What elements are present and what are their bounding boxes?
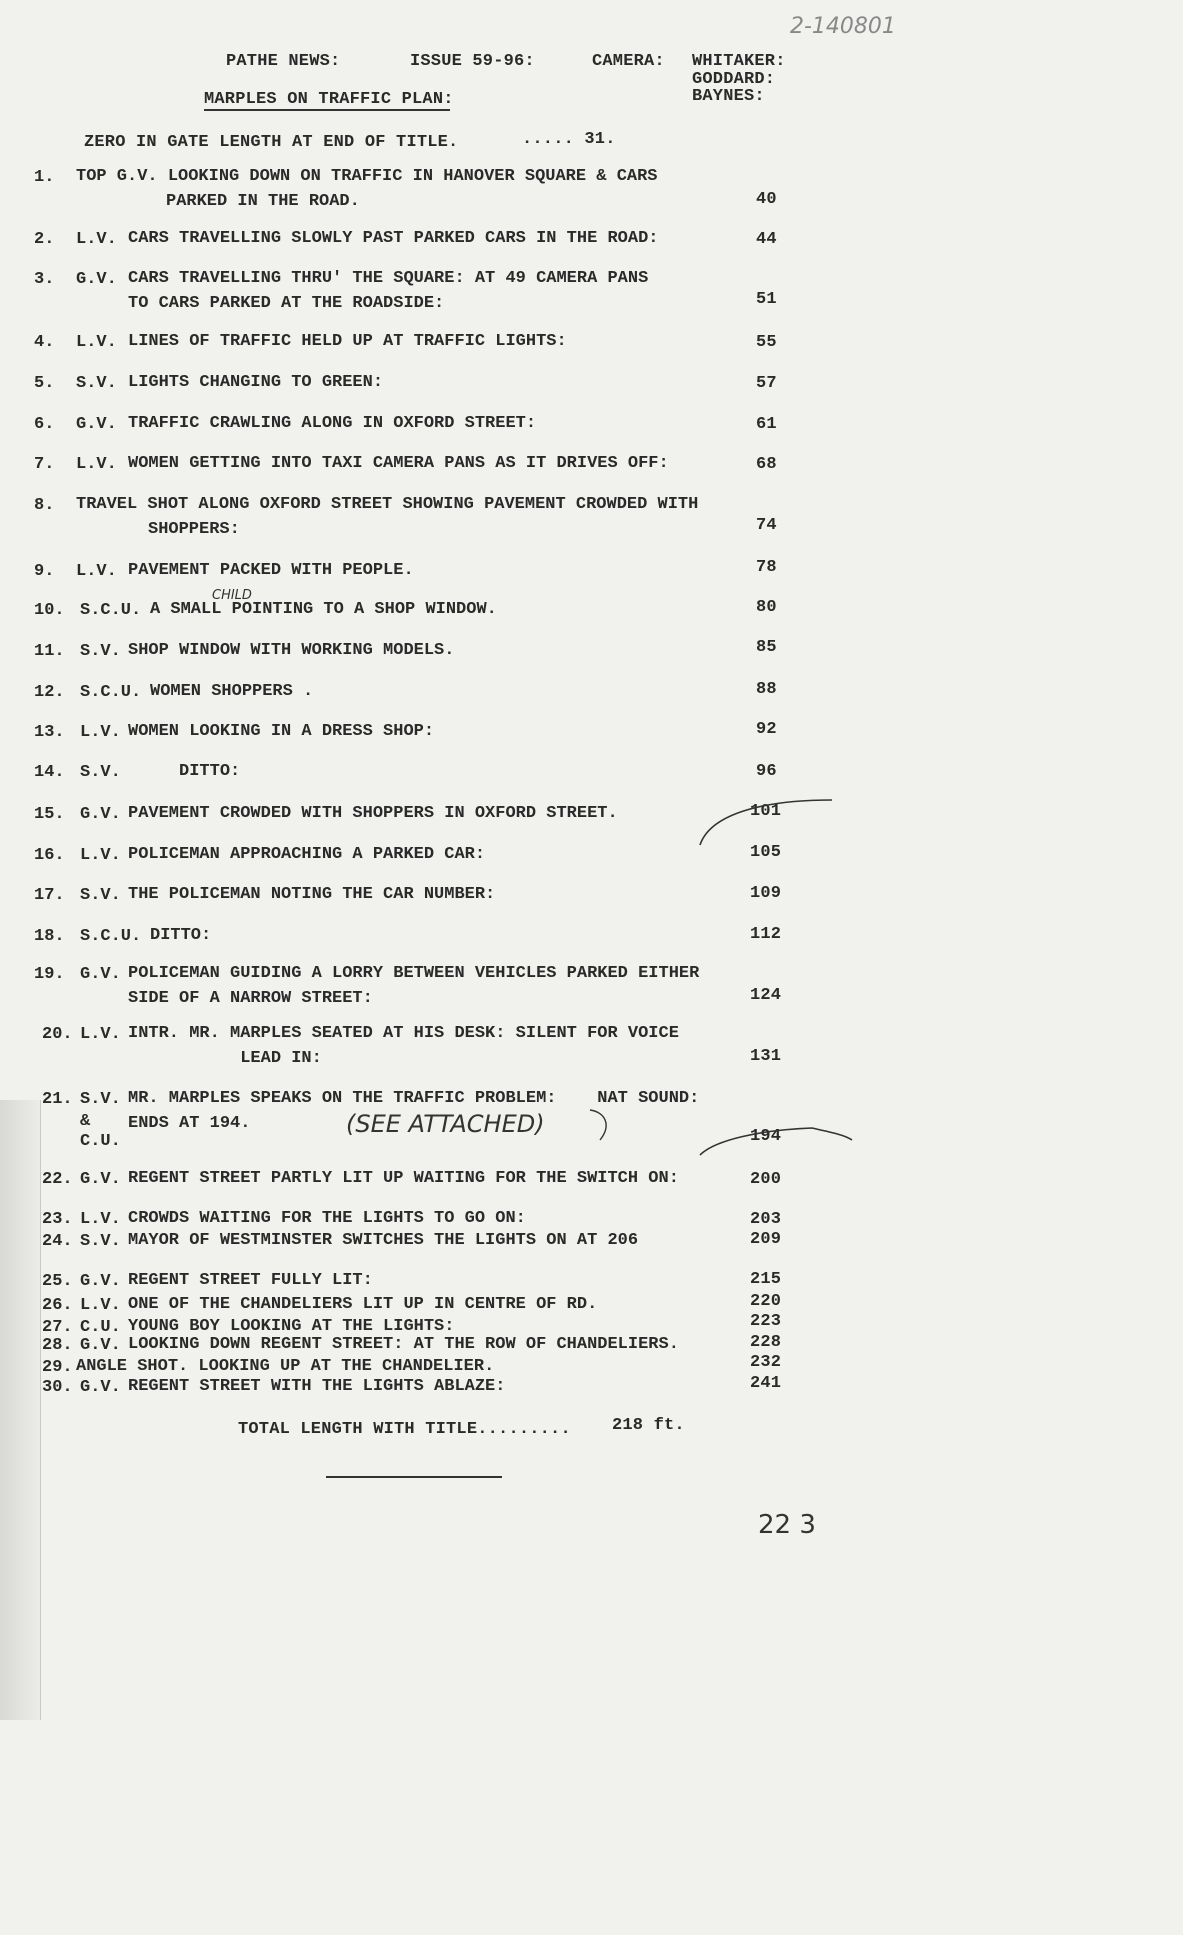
shot-footage: 228 (750, 1333, 782, 1352)
shot-footage: 220 (750, 1292, 782, 1311)
shot-description (76, 492, 698, 542)
shot-number: 16. (34, 846, 65, 865)
shot-number: 15. (34, 805, 65, 824)
shot-code: L.V. (76, 562, 117, 581)
shot-number: 22. (42, 1170, 73, 1189)
shot-description (128, 1374, 505, 1399)
shot-code: S.C.U. (80, 601, 142, 620)
shot-description (128, 411, 536, 436)
shot-footage: 74 (756, 516, 777, 535)
header-title: PATHE NEWS: (226, 52, 341, 71)
shot-number: 20. (42, 1025, 73, 1044)
shot-footage: 131 (750, 1047, 782, 1066)
shot-code: C.U. (80, 1318, 121, 1337)
shot-description (128, 370, 383, 395)
shot-footage: 40 (756, 190, 777, 209)
shot-description (150, 923, 211, 948)
shot-description-line: TRAFFIC CRAWLING ALONG IN OXFORD STREET: (128, 414, 537, 433)
shot-description (128, 451, 669, 476)
shot-description-line: ENDS AT 194. (128, 1114, 251, 1133)
shot-description-line: INTR. MR. MARPLES SEATED AT HIS DESK: SILENT FOR VOICE (128, 1024, 679, 1043)
shot-description-line: MR. MARPLES SPEAKS ON THE TRAFFIC PROBLEM: NAT SOUND: (128, 1089, 700, 1108)
shot-code: L.V. (80, 1210, 121, 1229)
shot-description-line: PAVEMENT CROWDED WITH SHOPPERS IN OXFORD STREET. (128, 804, 618, 823)
shot-description (76, 164, 658, 214)
shot-description (128, 1021, 679, 1071)
shot-number: 3. (34, 270, 55, 289)
shot-footage: 44 (756, 230, 777, 249)
shot-code: S.V. (80, 886, 121, 905)
shot-code-extra: C.U. (80, 1132, 121, 1151)
shot-number: 10. (34, 601, 65, 620)
shot-description-line: TO CARS PARKED AT THE ROADSIDE: (128, 294, 445, 313)
shot-number: 5. (34, 374, 55, 393)
shot-footage: 105 (750, 843, 782, 862)
shot-number: 8. (34, 496, 55, 515)
shot-description-line: DITTO: (128, 762, 241, 781)
shot-description (128, 801, 618, 826)
handwritten-see-attached: (SEE ATTACHED) (346, 1110, 545, 1138)
shot-number: 23. (42, 1210, 73, 1229)
shot-code: S.C.U. (80, 683, 142, 702)
shot-footage: 51 (756, 290, 777, 309)
shot-number: 24. (42, 1232, 73, 1251)
shot-number: 19. (34, 965, 65, 984)
shot-description (128, 329, 567, 354)
shot-number: 7. (34, 455, 55, 474)
shot-number: 25. (42, 1272, 73, 1291)
shot-description (128, 1268, 373, 1293)
shot-footage: 80 (756, 598, 777, 617)
shot-description-line: SIDE OF A NARROW STREET: (128, 989, 373, 1008)
shot-description (128, 882, 495, 907)
shot-description-line: SHOP WINDOW WITH WORKING MODELS. (128, 641, 455, 660)
shot-number: 1. (34, 168, 55, 187)
shot-footage: 223 (750, 1312, 782, 1331)
shot-code: L.V. (76, 230, 117, 249)
shot-footage: 68 (756, 455, 777, 474)
shot-description-line: REGENT STREET PARTLY LIT UP WAITING FOR THE SWITCH ON: (128, 1169, 679, 1188)
shot-footage: 232 (750, 1353, 782, 1372)
shot-description-line: WOMEN LOOKING IN A DRESS SHOP: (128, 722, 435, 741)
shot-description (128, 961, 699, 1011)
shot-footage: 194 (750, 1127, 782, 1146)
total-label: TOTAL LENGTH WITH TITLE......... (238, 1420, 571, 1439)
shot-footage: 112 (750, 925, 782, 944)
shot-description-line: LINES OF TRAFFIC HELD UP AT TRAFFIC LIGHTS: (128, 332, 567, 351)
shot-footage: 61 (756, 415, 777, 434)
shot-description-line: SHOPPERS: (148, 520, 240, 539)
shot-code: S.V. (80, 642, 121, 661)
story-title: MARPLES ON TRAFFIC PLAN: (204, 90, 454, 109)
shot-code: L.V. (76, 455, 117, 474)
shot-description (128, 558, 414, 583)
shot-description-line: CARS TRAVELLING THRU' THE SQUARE: AT 49 CAMERA PANS (128, 269, 649, 288)
shot-number: 2. (34, 230, 55, 249)
shot-number: 18. (34, 927, 65, 946)
shot-description (128, 226, 659, 251)
shot-description-line: THE POLICEMAN NOTING THE CAR NUMBER: (128, 885, 496, 904)
zero-value: ..... 31. (522, 130, 616, 149)
shot-number: 26. (42, 1296, 73, 1315)
shot-description-line: LOOKING DOWN REGENT STREET: AT THE ROW OF CHANDELIERS. (128, 1335, 679, 1354)
shot-footage: 124 (750, 986, 782, 1005)
shot-description (150, 679, 313, 704)
shot-description (128, 1166, 679, 1191)
shot-description (128, 759, 240, 784)
shot-number: 29. (42, 1358, 73, 1377)
shot-description-line: LEAD IN: (128, 1049, 322, 1068)
shot-code: G.V. (76, 415, 117, 434)
shot-footage: 78 (756, 558, 777, 577)
shot-footage: 215 (750, 1270, 782, 1289)
shot-description-line: REGENT STREET WITH THE LIGHTS ABLAZE: (128, 1377, 506, 1396)
zero-line: ZERO IN GATE LENGTH AT END OF TITLE. (84, 133, 459, 152)
shot-number: 28. (42, 1336, 73, 1355)
shot-footage: 96 (756, 762, 777, 781)
shot-description-line: PAVEMENT PACKED WITH PEOPLE. (128, 561, 414, 580)
shot-number: 13. (34, 723, 65, 742)
shot-description-line: POLICEMAN GUIDING A LORRY BETWEEN VEHICLES PARKED EITHER (128, 964, 700, 983)
shot-footage: 55 (756, 333, 777, 352)
header-issue: ISSUE 59-96: (410, 52, 535, 71)
shot-code: L.V. (76, 333, 117, 352)
shot-description-line: YOUNG BOY LOOKING AT THE LIGHTS: (128, 1317, 455, 1336)
shot-code: G.V. (80, 1336, 121, 1355)
shot-description-line: PARKED IN THE ROAD. (166, 192, 360, 211)
shot-description-line: ANGLE SHOT. LOOKING UP AT THE CHANDELIER. (76, 1357, 495, 1376)
shot-code: G.V. (80, 965, 121, 984)
shot-code-extra: & (80, 1112, 91, 1131)
shot-footage: 101 (750, 802, 782, 821)
shot-footage: 203 (750, 1210, 782, 1229)
shot-footage: 85 (756, 638, 777, 657)
shot-description-line: TOP G.V. LOOKING DOWN ON TRAFFIC IN HANOVER SQUARE & CARS (76, 167, 658, 186)
shot-number: 4. (34, 333, 55, 352)
shot-description-line: MAYOR OF WESTMINSTER SWITCHES THE LIGHTS ON AT 206 (128, 1231, 639, 1250)
shot-number: 6. (34, 415, 55, 434)
shot-code: S.V. (80, 763, 121, 782)
shot-description-line: A SMALL POINTING TO A SHOP WINDOW. (150, 600, 497, 619)
shot-description (128, 266, 648, 316)
attached-paper-edge (0, 1100, 41, 1720)
shot-code: L.V. (80, 846, 121, 865)
shot-description-line: LIGHTS CHANGING TO GREEN: (128, 373, 384, 392)
shot-number: 9. (34, 562, 55, 581)
handwritten-page-number: 22 3 (758, 1510, 816, 1540)
shot-code: S.V. (76, 374, 117, 393)
shot-code: G.V. (80, 1170, 121, 1189)
shot-footage: 209 (750, 1230, 782, 1249)
shot-code: G.V. (80, 805, 121, 824)
shot-description (128, 638, 454, 663)
handwritten-reference: 2-140801 (790, 14, 896, 39)
shot-code: L.V. (80, 1296, 121, 1315)
handwritten-insert-child: CHILD (212, 588, 252, 603)
shot-number: 12. (34, 683, 65, 702)
shot-description-line: CARS TRAVELLING SLOWLY PAST PARKED CARS IN THE ROAD: (128, 229, 659, 248)
shot-description-line: DITTO: (150, 926, 212, 945)
shot-code: G.V. (76, 270, 117, 289)
shot-footage: 200 (750, 1170, 782, 1189)
header-camera-label: CAMERA: (592, 52, 665, 71)
shot-description (150, 597, 497, 622)
shot-description (128, 842, 485, 867)
shot-description-line: WOMEN GETTING INTO TAXI CAMERA PANS AS IT DRIVES OFF: (128, 454, 669, 473)
shot-number: 27. (42, 1318, 73, 1337)
shot-number: 17. (34, 886, 65, 905)
shot-description-line: ONE OF THE CHANDELIERS LIT UP IN CENTRE OF RD. (128, 1295, 598, 1314)
total-value: 218 ft. (612, 1416, 685, 1435)
shot-footage: 109 (750, 884, 782, 903)
shot-footage: 88 (756, 680, 777, 699)
shot-number: 21. (42, 1090, 73, 1109)
shot-code: L.V. (80, 723, 121, 742)
shot-description-line: WOMEN SHOPPERS . (150, 682, 314, 701)
shot-footage: 241 (750, 1374, 782, 1393)
shot-code: G.V. (80, 1272, 121, 1291)
shot-description-line: TRAVEL SHOT ALONG OXFORD STREET SHOWING PAVEMENT CROWDED WITH (76, 495, 699, 514)
story-title-underline (204, 109, 450, 111)
shot-code: G.V. (80, 1378, 121, 1397)
shot-description-line: REGENT STREET FULLY LIT: (128, 1271, 373, 1290)
bottom-rule (326, 1476, 502, 1478)
shot-code: L.V. (80, 1025, 121, 1044)
camera-name-1: WHITAKER: (692, 52, 786, 71)
camera-name-3: BAYNES: (692, 87, 765, 106)
shot-number: 30. (42, 1378, 73, 1397)
shot-description-line: CROWDS WAITING FOR THE LIGHTS TO GO ON: (128, 1209, 526, 1228)
shot-code: S.V. (80, 1232, 121, 1251)
shot-footage: 57 (756, 374, 777, 393)
shot-description (128, 719, 434, 744)
shot-description (128, 1228, 638, 1253)
shot-number: 11. (34, 642, 65, 661)
camera-name-2: GODDARD: (692, 70, 776, 89)
shot-description-line: POLICEMAN APPROACHING A PARKED CAR: (128, 845, 486, 864)
shot-number: 14. (34, 763, 65, 782)
shot-footage: 92 (756, 720, 777, 739)
shot-code: S.C.U. (80, 927, 142, 946)
shot-code: S.V. (80, 1090, 121, 1109)
